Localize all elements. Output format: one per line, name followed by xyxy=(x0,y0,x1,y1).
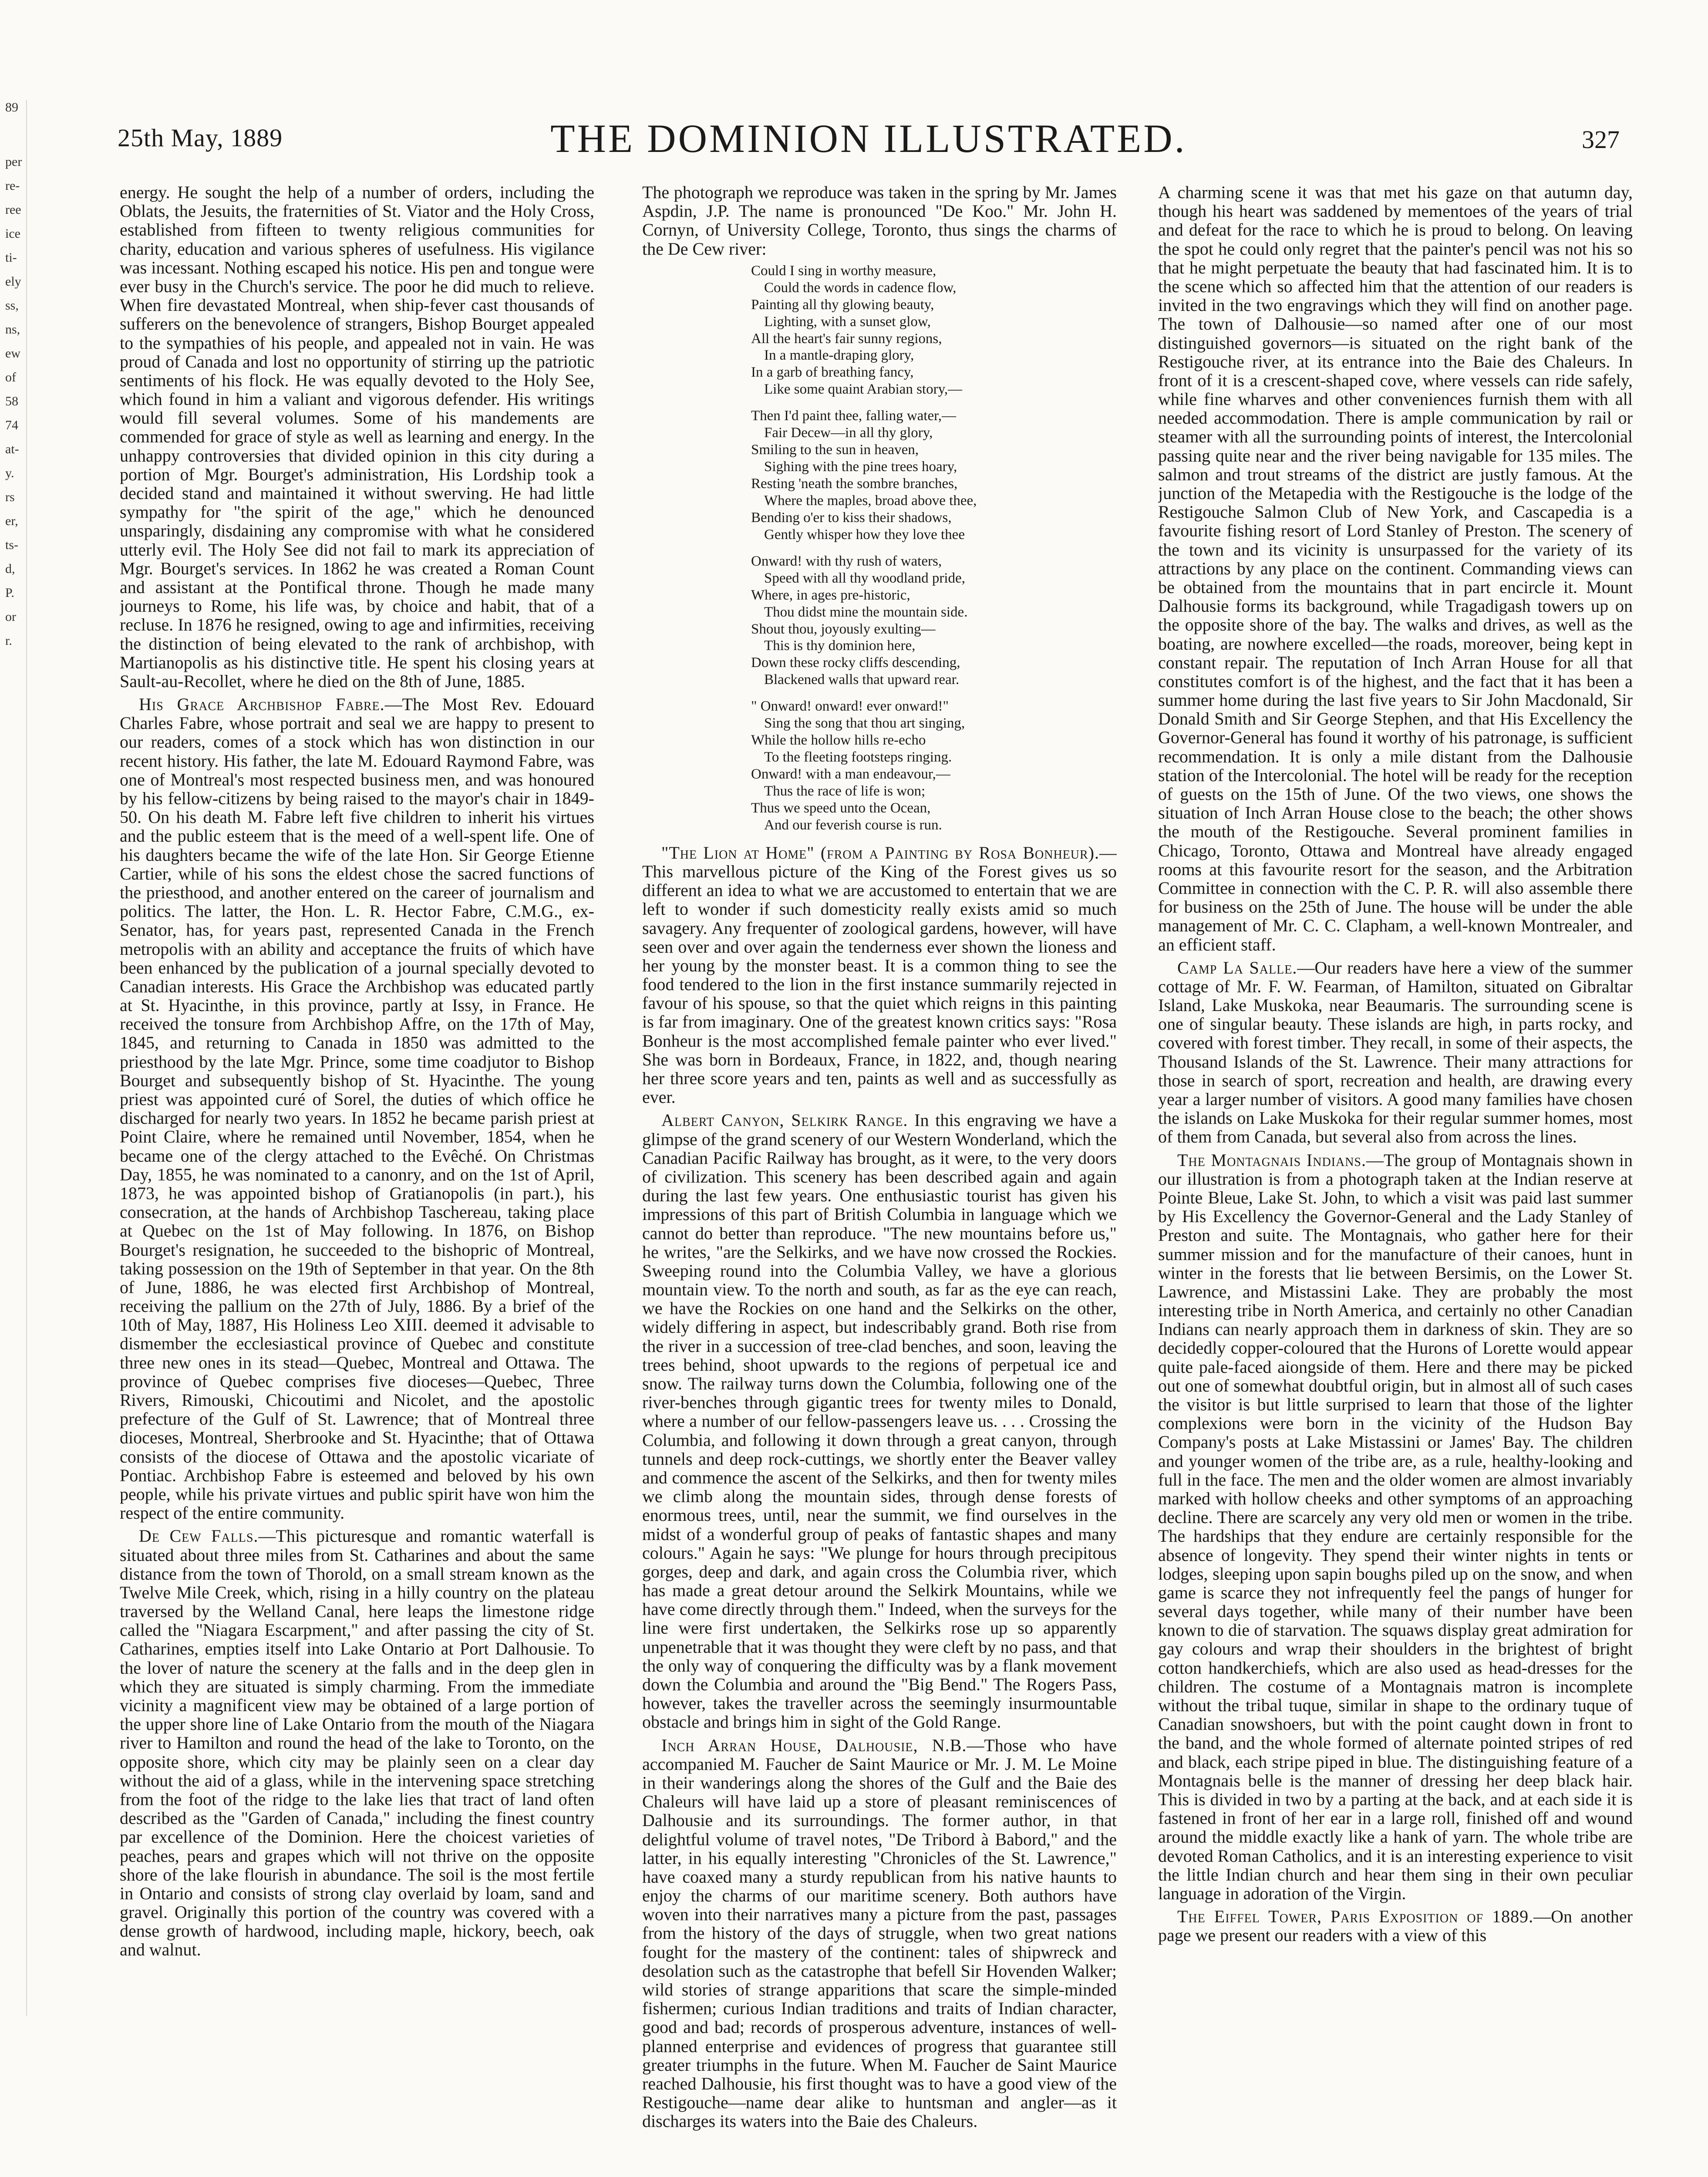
poem-line: Like some quaint Arabian story,— xyxy=(764,381,963,398)
poem-line: Resting 'neath the sombre branches, xyxy=(751,476,958,492)
poem-stanza xyxy=(751,408,1117,543)
article-paragraph xyxy=(120,1527,594,1959)
poem-line: Sing the song that thou art singing, xyxy=(764,715,965,731)
article-heading: De Cew Falls. xyxy=(139,1526,259,1546)
gutter-fragment: ts- xyxy=(5,538,18,552)
article-text: A charming scene it was that met his gaze on that autumn day, though his heart was saddened by mementoes of the years of trial and defeat for the race to which he is proud to belong. On leaving the spot he could only regret that the painter's pencil was not his so that he might perpetuate the beauty that had fascinated him. It is to the scene which so affected him that the attention of our readers is invited in the two engravings which they will find on another page. The town of Dalhousie—so named after one of our most distinguished governors—is situated on the right bank of the Restigouche river, at its entrance into the Baie des Chaleurs. In front of it is a crescent-shaped cove, where vessels can ride safely, while fine wharves and other conveniences furnish them with all needed accommodation. There is ample communication by rail or steamer with all the surrounding points of interest, the Intercolonial passing quite near and the river being navigable for 135 miles. The salmon and trout streams of the district are justly famous. At the junction of the Metapedia with the Restigouche is the lodge of the Restigouche Salmon Club of New York, and Cascapedia is a favourite fishing resort of Lord Stanley of Preston. The scenery of the town and its vicinity is unsurpassed for the variety of its attractions by any place on the continent. Commanding views can be obtained from the mountains that in part encircle it. Mount Dalhousie forms its background, while Tragadigash towers up on the opposite shore of the bay. The walks and drives, as well as the boating, are nowhere excelled—the roads, moreover, being kept in constant repair. The reputation of Inch Arran House for all that constitutes comfort is of the highest, and the fact that it has been a summer home during the last five years to Sir John Macdonald, Sir Donald Smith and Sir George Stephen, and that His Excellency the Governor-General has found it worthy of his patronage, is sufficient recommendation. It is only a mile distant from the Dalhousie station of the Intercolonial. The hotel will be ready for the reception of guests on the 15th of June. Of the two views, one shows the situation of Inch Arran House close to the beach; the other shows the mouth of the Restigouche. Several prominent families in Chicago, Toronto, Ottawa and Montreal have already engaged rooms at this favourite resort for the season, and the Arbitration Committee in connection with the C. P. R. will also assemble there for business on the 25th of June. The house will be under the able management of Mr. C. C. Clapham, a well-known Montrealer, and an efficient staff. xyxy=(1158,183,1633,954)
poem-stanza xyxy=(751,698,1117,834)
gutter-fragment: ss, xyxy=(5,298,19,313)
article-heading: The Eiffel Tower, Paris Exposition of 1889. xyxy=(1177,1907,1534,1927)
poem-line: Lighting, with a sunset glow, xyxy=(764,313,931,330)
poem-line: Speed with all thy woodland pride, xyxy=(764,570,965,586)
poem-line: Thus the race of life is won; xyxy=(764,783,926,799)
article-text: —This picturesque and romantic waterfall is situated about three miles from St. Catharines and about the same distance from the town of Thorold, on a small stream known as the Twelve Mile Creek, which, rising in a hilly country on the plateau traversed by the Welland Canal, here leaps the limestone ridge called the "Niagara Escarpment," and after passing the city of St. Catharines, empties itself into Lake Ontario at Port Dalhousie. To the lover of nature the scenery at the falls and in the deep glen in which they are situated is simply charming. From the immediate vicinity a magnificent view may be obtained of a large portion of the upper shore line of Lake Ontario from the mouth of the Niagara river to Hamilton and round the head of the lake to Toronto, on the opposite shore, which city may be plainly seen on a clear day without the aid of a glass, while in the intervening space stretching from the foot of the ridge to the lake lies that tract of land often described as the "Garden of Canada," including the finest country par excellence of the Dominion. Here the choicest varieties of peaches, pears and grapes which will not thrive on the opposite shore of the lake flourish in abundance. The soil is the most fertile in Ontario and consists of strong clay overlaid by loam, sand and gravel. Originally this portion of the country was covered with a dense growth of hardwood, including maple, hickory, beech, oak and walnut. xyxy=(120,1526,594,1960)
issue-date: 25th May, 1889 xyxy=(118,124,283,152)
gutter-fragment: rs xyxy=(5,490,15,504)
page-header xyxy=(118,115,1620,163)
gutter-fragment: ely xyxy=(5,274,21,289)
gutter-fragment: er, xyxy=(5,514,18,528)
poem-line: Sighing with the pine trees hoary, xyxy=(764,459,957,475)
poem-line: Blackened walls that upward rear. xyxy=(764,672,960,688)
gutter-fragment: ice xyxy=(5,226,20,241)
gutter-fragment: r. xyxy=(5,634,12,648)
poem-line: Then I'd paint thee, falling water,— xyxy=(751,408,957,424)
article-text: —On another page we present our readers with a view of this xyxy=(1158,1907,1633,1945)
page-number: 327 xyxy=(1582,125,1620,154)
column-2-articles xyxy=(642,843,1117,2131)
gutter-fragment: of xyxy=(5,370,16,384)
poem-line: Fair Decew—in all thy glory, xyxy=(764,425,933,441)
gutter-fragment: ti- xyxy=(5,250,17,265)
article-heading: Inch Arran House, Dalhousie, N.B. xyxy=(661,1735,967,1755)
gutter-fragment: y. xyxy=(5,466,14,480)
article-heading: The Montagnais Indians. xyxy=(1177,1150,1366,1170)
article-heading: His Grace Archbishop Fabre. xyxy=(139,694,385,714)
left-margin-gutter xyxy=(0,100,27,2016)
poem-stanza xyxy=(751,553,1117,689)
article-paragraph xyxy=(642,843,1117,1107)
article-text: —Our readers have here a view of the summer cottage of Mr. F. W. Fearman, of Hamilton, situated on Gibraltar Island, Lake Muskoka, near Beaumaris. The surrounding scene is one of singular beauty. These islands are high, in parts rocky, and covered with forest timber. They recall, in some of their aspects, the Thousand Islands of the St. Lawrence. Their many attractions for those in search of sport, recreation and health, are drawing every year a larger number of visitors. A good many families have chosen the islands on Lake Muskoka for their regular summer homes, most of them from Canada, but several also from across the lines. xyxy=(1158,957,1633,1147)
article-paragraph xyxy=(120,183,594,691)
article-paragraph xyxy=(1158,183,1633,954)
poem-line: Could I sing in worthy measure, xyxy=(751,263,937,279)
article-paragraph xyxy=(1158,1907,1633,1944)
gutter-fragment: re- xyxy=(5,179,20,193)
poem-line: Painting all thy glowing beauty, xyxy=(751,297,934,313)
poem-line: Thou didst mine the mountain side. xyxy=(764,604,968,620)
article-heading: Camp La Salle. xyxy=(1177,957,1297,977)
gutter-fragment: P. xyxy=(5,586,14,600)
article-heading: Albert Canyon, Selkirk Range. xyxy=(661,1110,908,1130)
gutter-fragment: at- xyxy=(5,442,19,456)
poem-line: To the fleeting footsteps ringing. xyxy=(764,749,952,765)
poem-line: Could the words in cadence flow, xyxy=(764,280,957,296)
poem-line: " Onward! onward! ever onward!" xyxy=(751,698,949,714)
article-heading: "The Lion at Home" (from a Painting by Rosa Bonheur). xyxy=(661,842,1099,863)
article-text: energy. He sought the help of a number of orders, including the Oblats, the Jesuits, the fraternities of St. Viator and the Holy Cross, established from fifteen to twenty religious communities for charity, education and various spheres of usefulness. His vigilance was incessant. Nothing escaped his notice. His pen and tongue were ever busy in the Church's service. The poor he did much to relieve. When fire devastated Montreal, when ship-fever cast thousands of sufferers on the benevolence of strangers, Bishop Bourget appealed to the sympathies of his people, and appealed not in vain. He was proud of Canada and lost no opportunity of stirring up the patriotic sentiments of his flock. He was equally devoted to the Holy See, which found in him a valiant and vigorous defender. His writings would fill several volumes. Some of his mandements are commended for grace of style as well as learning and energy. In the unhappy controversies that divided opinion in this city during a portion of Mgr. Bourget's administration, His Lordship took a decided stand and maintained it without swerving. He had little sympathy for "the spirit of the age," which he denounced unsparingly, disdaining any compromise with what he considered utterly evil. The Holy See did not fail to mark its appreciation of Mgr. Bourget's services. In 1862 he was created a Roman Count and assistant at the Pontifical throne. Though he made many journeys to Rome, his life was, by choice and habit, that of a recluse. In 1876 he resigned, owing to age and infirmities, receiving the distinction of being elevated to the rank of archbishop, with Martianopolis as his distinctive title. He spent his closing years at Sault-au-Recollet, where he died on the 8th of June, 1885. xyxy=(120,183,594,691)
poem-line: Onward! with a man endeavour,— xyxy=(751,766,950,782)
poem-line: Bending o'er to kiss their shadows, xyxy=(751,509,952,526)
gutter-fragment: or xyxy=(5,610,16,624)
masthead-title: THE DOMINION ILLUSTRATED. xyxy=(550,116,1187,161)
de-cew-poem xyxy=(751,263,1117,834)
article-paragraph xyxy=(642,1736,1117,2131)
column-1 xyxy=(120,183,594,2177)
poem-line: All the heart's fair sunny regions, xyxy=(751,330,942,347)
gutter-fragment: ew xyxy=(5,346,20,361)
poem-line: In a garb of breathing fancy, xyxy=(751,364,914,381)
poem-line: Where the maples, broad above thee, xyxy=(764,492,977,509)
poem-line: This is thy dominion here, xyxy=(764,638,916,654)
poem-line: While the hollow hills re-echo xyxy=(751,732,926,748)
article-text: —This marvellous picture of the King of the Forest gives us so different an idea to what we are accustomed to entertain that we are left to wonder if such domesticity really exists amid so much savagery. Any frequenter of zoological gardens, however, will have seen over and over again the tenderness ever shown the lioness and her young by the monster beast. It is a common thing to see the food tendered to the lion in the first instance summarily rejected in favour of his spouse, so that the quiet which reigns in this painting is far from imaginary. One of the greatest known critics says: "Rosa Bonheur is the most accomplished female painter who ever lived." She was born in Bordeaux, France, in 1822, and, though nearing her three score years and ten, paints as well and as successfully as ever. xyxy=(642,842,1117,1107)
gutter-fragment: 89 xyxy=(5,100,18,115)
poem-stanza xyxy=(751,263,1117,398)
gutter-fragment: 74 xyxy=(5,418,18,432)
gutter-fragment: 58 xyxy=(5,394,18,408)
article-paragraph xyxy=(1158,958,1633,1146)
gutter-fragment: per xyxy=(5,155,22,169)
gutter-fragment: d, xyxy=(5,562,15,576)
gutter-fragment: ns, xyxy=(5,322,20,337)
article-paragraph xyxy=(120,695,594,1522)
poem-line: And our feverish course is run. xyxy=(764,817,942,833)
poem-line: Where, in ages pre-historic, xyxy=(751,587,910,603)
poem-introduction: The photograph we reproduce was taken in the spring by Mr. James Aspdin, J.P. The name is pronounced "De Koo." Mr. John H. Cornyn, of University College, Toronto, thus sings the charms of the De Cew river: xyxy=(642,183,1117,259)
poem-line: In a mantle-draping glory, xyxy=(764,347,914,364)
poem-line: Gently whisper how they love thee xyxy=(764,526,965,543)
article-text: In this engraving we have a glimpse of the grand scenery of our Western Wonderland, which the Canadian Pacific Railway has brought, as it were, to the very doors of civilization. This scenery has been described again and again during the last few years. One enthusiastic tourist has given his impressions of this part of British Columbia in language which we cannot do better than reproduce. "The new mountains before us," he writes, "are the Selkirks, and we have now crossed the Rockies. Sweeping round into the Columbia Valley, we have a glorious mountain view. To the north and south, as far as the eye can reach, we have the Rockies on one hand and the Selkirks on the other, widely differing in aspect, but indescribably grand. Both rise from the river in a succession of tree-clad benches, and soon, leaving the trees behind, shoot upwards to the regions of perpetual ice and snow. The railway turns down the Columbia, following one of the river-benches through gigantic trees for twenty miles to Donald, where a number of our fellow-passengers leave us. . . . Crossing the Columbia, and following it down through a great canyon, through tunnels and deep rock-cuttings, we shortly enter the Beaver valley and commence the ascent of the Selkirks, and then for twenty miles we climb along the mountain sides, through dense forests of enormous trees, until, near the summit, we find ourselves in the midst of a wonderful group of peaks of fantastic shapes and many colours." Again he says: "We plunge for hours through precipitous gorges, deep and dark, and again cross the Columbia river, which has made a great detour around the Selkirk Mountains, while we have come directly through them." Indeed, when the surveys for the line were first undertaken, the Selkirks rose up so apparently unpenetrable that it was thought they were cleft by no pass, and that the only way of conquering the difficulty was by a flank movement down the Columbia and around the "Big Bend." The Rogers Pass, however, takes the traveller across the seemingly insurmountable obstacle and brings him in sight of the Gold Range. xyxy=(642,1110,1117,1732)
article-text: —Those who have accompanied M. Faucher de Saint Maurice or Mr. J. M. Le Moine in their wanderings along the shores of the Gulf and the Baie des Chaleurs will have laid up a store of pleasant reminiscences of Dalhousie and its surroundings. The former author, in that delightful volume of travel notes, "De Tribord à Babord," and the latter, in his equally interesting "Chronicles of the St. Lawrence," have coaxed many a sturdy republican from his native haunts to enjoy the charms of our maritime scenery. Both authors have woven into their narratives many a picture from the past, passages from the history of the days of struggle, when two great nations fought for the mastery of the continent: tales of shipwreck and desolation such as the catastrophe that befell Sir Hovenden Walker; wild stories of strange apparitions that scare the simple-minded fishermen; curious Indian traditions and traits of Indian character, good and bad; records of prosperous adventure, instances of well-planned enterprise and evidences of progress that guarantee still greater triumphs in the future. When M. Faucher de Saint Maurice reached Dalhousie, his first thought was to have a good view of the Restigouche—name dear alike to huntsman and angler—as it discharges its waters into the Baie des Chaleurs. xyxy=(642,1735,1117,2131)
column-2 xyxy=(642,183,1117,2177)
article-paragraph xyxy=(642,1111,1117,1731)
article-text: —The group of Montagnais shown in our illustration is from a photograph taken at the Indian reserve at Pointe Bleue, Lake St. John, to which a visit was paid last summer by His Excellency the Governor-General and the Lady Stanley of Preston and suite. The Montagnais, who gather here for their summer mission and for the manufacture of their canoes, hunt in winter in the forests that lie between Bersimis, on the Lower St. Lawrence, and Mistassini Lake. They are probably the most interesting tribe in North America, and certainly no other Canadian Indians can nearly approach them in darkness of skin. They are so decidedly copper-coloured that the Hurons of Lorette would appear quite pale-faced aiongside of them. Here and there may be picked out one of somewhat doubtful origin, but in almost all of such cases the visitor is but little surprised to learn that those of the lighter complexions were born in the vicinity of the Hudson Bay Company's posts at Lake Mistassini or James' Bay. The children and younger women of the tribe are, as a rule, healthy-looking and full in the face. The men and the older women are almost invariably marked with hollow cheeks and other symptoms of an approaching decline. There are scarcely any very old men or women in the tribe. The hardships that they endure are certainly responsible for the absence of longevity. They spend their winter nights in tents or lodges, sleeping upon sapin boughs piled up on the snow, and when game is scarce they not infrequently feel the pangs of hunger for several days together, while many of their number have been known to die of starvation. The squaws display great admiration for gay colours and wrap their shoulders in the brightest of bright cotton handkerchiefs, which are also used as head-dresses for the children. The costume of a Montagnais matron is incomplete without the tribal tuque, similar in shape to the ordinary tuque of Canadian snowshoers, but with the point caught down in front to the band, and the whole formed of alternate pointed stripes of red and black, each stripe piped in blue. The distinguishing feature of a Montagnais belle is the manner of dressing her deep black hair. This is divided in two by a parting at the back, and at each side it is fastened in front of her ear in a large roll, finished off and wound around the middle exactly like a hank of yarn. The whole tribe are devoted Roman Catholics, and it is an interesting experience to visit the little Indian church and hear them sing in their own peculiar language in adoration of the Virgin. xyxy=(1158,1150,1633,1903)
poem-line: Down these rocky cliffs descending, xyxy=(751,655,960,671)
poem-line: Shout thou, joyously exulting— xyxy=(751,621,936,637)
column-3 xyxy=(1158,183,1633,2177)
gutter-fragment: ree xyxy=(5,202,21,217)
poem-line: Thus we speed unto the Ocean, xyxy=(751,800,931,816)
article-paragraph xyxy=(1158,1151,1633,1903)
article-text: —The Most Rev. Edouard Charles Fabre, whose portrait and seal we are happy to present to our readers, comes of a stock which has won distinction in our recent history. His father, the late M. Edouard Raymond Fabre, was one of Montreal's most respected business men, and was honoured by his fellow-citizens by being raised to the mayor's chair in 1849-50. On his death M. Fabre left five children to inherit his virtues and the public esteem that is the meed of a well-spent life. One of his daughters became the wife of the late Hon. Sir George Etienne Cartier, while of his sons the eldest chose the sacred functions of the priesthood, and another entered on the career of journalism and politics. The latter, the Hon. L. R. Hector Fabre, C.M.G., ex-Senator, has, for years past, represented Canada in the French metropolis with an ability and acceptance the fruits of which have been enhanced by the publication of a journal specially devoted to Canadian interests. His Grace the Archbishop was educated partly at St. Hyacinthe, in this province, partly at Issy, in France. He received the tonsure from Archbishop Affre, on the 17th of May, 1845, and returning to Canada in 1850 was admitted to the priesthood by the late Mgr. Prince, some time coadjutor to Bishop Bourget and subsequently bishop of St. Hyacinthe. The young priest was appointed curé of Sorel, the duties of which office he discharged for nearly two years. In 1852 he became parish priest at Point Claire, where he remained until November, 1854, when he became one of the clergy attached to the Evêché. On Christmas Day, 1855, he was nominated to a canonry, and on the 1st of April, 1873, he was appointed bishop of Gratianopolis (in part.), his consecration, at the hands of Archbishop Taschereau, taking place at Quebec on the 1st of May following. In 1876, on Bishop Bourget's resignation, he succeeded to the bishopric of Montreal, taking possession on the 19th of September in that year. On the 8th of June, 1886, he was elected first Archbishop of Montreal, receiving the pallium on the 27th of July, 1886. By a brief of the 10th of May, 1887, His Holiness Leo XIII. deemed it advisable to dismember the ecclesiastical province of Quebec and constitute three new ones in its stead—Quebec, Montreal and Ottawa. The province of Quebec comprises five dioceses—Quebec, Three Rivers, Rimouski, Chicoutimi and Nicolet, and the apostolic prefecture of the Gulf of St. Lawrence; that of Montreal three dioceses, Montreal, Sherbrooke and St. Hyacinthe; that of Ottawa consists of the diocese of Ottawa and the apostolic vicariate of Pontiac. Archbishop Fabre is esteemed and beloved by his own people, while his private virtues and public spirit have won him the respect of the entire community. xyxy=(120,694,594,1523)
poem-line: Smiling to the sun in heaven, xyxy=(751,442,919,458)
poem-line: Onward! with thy rush of waters, xyxy=(751,553,942,569)
